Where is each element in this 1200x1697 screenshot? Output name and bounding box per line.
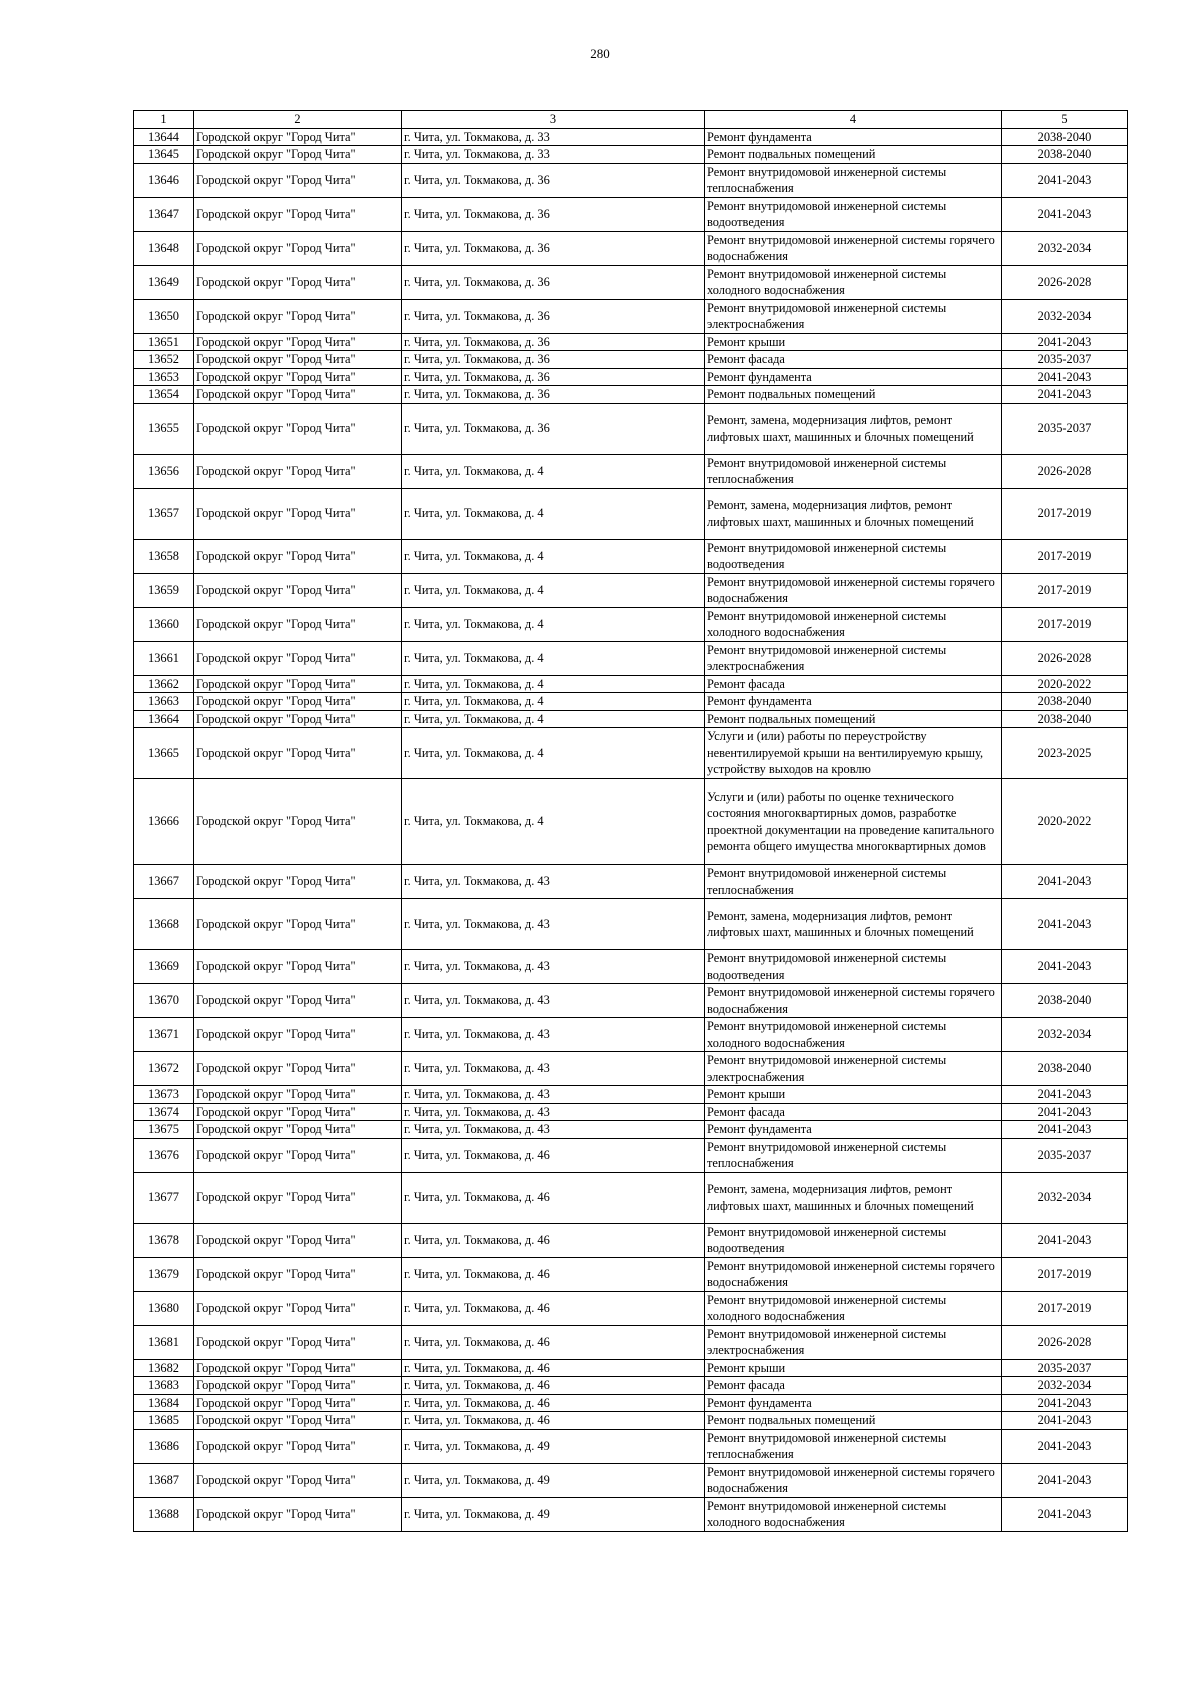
table-row	[134, 299, 1128, 333]
work-type-cell: Ремонт внутридомовой инженерной системы горячего водоснабжения	[705, 573, 1002, 607]
table-row	[134, 1138, 1128, 1172]
work-type-cell: Ремонт внутридомовой инженерной системы холодного водоснабжения	[705, 1018, 1002, 1052]
period-cell: 2032-2034	[1002, 231, 1128, 265]
address-cell: г. Чита, ул. Токмакова, д. 4	[402, 728, 705, 779]
work-type-cell: Ремонт крыши	[705, 333, 1002, 351]
address-cell: г. Чита, ул. Токмакова, д. 46	[402, 1325, 705, 1359]
work-type-cell: Ремонт подвальных помещений	[705, 710, 1002, 728]
table-row	[134, 1223, 1128, 1257]
municipality-cell: Городской округ "Город Чита"	[194, 573, 402, 607]
work-type-cell: Ремонт подвальных помещений	[705, 1412, 1002, 1430]
address-cell: г. Чита, ул. Токмакова, д. 4	[402, 779, 705, 865]
work-type-cell: Ремонт внутридомовой инженерной системы теплоснабжения	[705, 163, 1002, 197]
address-cell: г. Чита, ул. Токмакова, д. 33	[402, 128, 705, 146]
table-row	[134, 333, 1128, 351]
municipality-cell: Городской округ "Город Чита"	[194, 299, 402, 333]
table-row	[134, 1018, 1128, 1052]
table-row	[134, 163, 1128, 197]
row-number-cell: 13686	[134, 1429, 194, 1463]
row-number-cell: 13676	[134, 1138, 194, 1172]
row-number-cell: 13659	[134, 573, 194, 607]
row-number-cell: 13666	[134, 779, 194, 865]
table-row	[134, 1257, 1128, 1291]
work-type-cell: Ремонт подвальных помещений	[705, 146, 1002, 164]
table-row	[134, 368, 1128, 386]
municipality-cell: Городской округ "Город Чита"	[194, 333, 402, 351]
municipality-cell: Городской округ "Город Чита"	[194, 1325, 402, 1359]
table-row	[134, 1412, 1128, 1430]
period-cell: 2041-2043	[1002, 386, 1128, 404]
table-row	[134, 128, 1128, 146]
row-number-cell: 13646	[134, 163, 194, 197]
row-number-cell: 13657	[134, 488, 194, 539]
row-number-cell: 13648	[134, 231, 194, 265]
row-number-cell: 13662	[134, 675, 194, 693]
row-number-cell: 13647	[134, 197, 194, 231]
address-cell: г. Чита, ул. Токмакова, д. 4	[402, 488, 705, 539]
table-row	[134, 1497, 1128, 1531]
work-type-cell: Ремонт внутридомовой инженерной системы электроснабжения	[705, 1052, 1002, 1086]
period-cell: 2041-2043	[1002, 899, 1128, 950]
column-header-5: 5	[1002, 111, 1128, 129]
municipality-cell: Городской округ "Город Чита"	[194, 865, 402, 899]
period-cell: 2026-2028	[1002, 641, 1128, 675]
work-type-cell: Ремонт внутридомовой инженерной системы электроснабжения	[705, 641, 1002, 675]
address-cell: г. Чита, ул. Токмакова, д. 43	[402, 865, 705, 899]
municipality-cell: Городской округ "Город Чита"	[194, 1377, 402, 1395]
address-cell: г. Чита, ул. Токмакова, д. 46	[402, 1377, 705, 1395]
work-type-cell: Ремонт внутридомовой инженерной системы горячего водоснабжения	[705, 1257, 1002, 1291]
period-cell: 2041-2043	[1002, 368, 1128, 386]
period-cell: 2026-2028	[1002, 1325, 1128, 1359]
work-type-cell: Ремонт фундамента	[705, 128, 1002, 146]
period-cell: 2041-2043	[1002, 1121, 1128, 1139]
period-cell: 2020-2022	[1002, 675, 1128, 693]
address-cell: г. Чита, ул. Токмакова, д. 36	[402, 197, 705, 231]
table-row	[134, 1463, 1128, 1497]
table-row	[134, 403, 1128, 454]
work-type-cell: Ремонт внутридомовой инженерной системы теплоснабжения	[705, 865, 1002, 899]
municipality-cell: Городской округ "Город Чита"	[194, 197, 402, 231]
table-row	[134, 1291, 1128, 1325]
row-number-cell: 13678	[134, 1223, 194, 1257]
period-cell: 2041-2043	[1002, 1497, 1128, 1531]
work-type-cell: Ремонт фасада	[705, 351, 1002, 369]
address-cell: г. Чита, ул. Токмакова, д. 46	[402, 1172, 705, 1223]
municipality-cell: Городской округ "Город Чита"	[194, 950, 402, 984]
page-number: 280	[590, 46, 610, 61]
period-cell: 2035-2037	[1002, 403, 1128, 454]
row-number-cell: 13649	[134, 265, 194, 299]
address-cell: г. Чита, ул. Токмакова, д. 36	[402, 265, 705, 299]
period-cell: 2041-2043	[1002, 1086, 1128, 1104]
municipality-cell: Городской округ "Город Чита"	[194, 1121, 402, 1139]
row-number-cell: 13653	[134, 368, 194, 386]
municipality-cell: Городской округ "Город Чита"	[194, 368, 402, 386]
period-cell: 2032-2034	[1002, 299, 1128, 333]
table-row	[134, 488, 1128, 539]
row-number-cell: 13667	[134, 865, 194, 899]
work-type-cell: Ремонт внутридомовой инженерной системы теплоснабжения	[705, 454, 1002, 488]
row-number-cell: 13650	[134, 299, 194, 333]
municipality-cell: Городской округ "Город Чита"	[194, 1497, 402, 1531]
period-cell: 2038-2040	[1002, 128, 1128, 146]
row-number-cell: 13682	[134, 1359, 194, 1377]
table-row	[134, 984, 1128, 1018]
period-cell: 2032-2034	[1002, 1172, 1128, 1223]
address-cell: г. Чита, ул. Токмакова, д. 46	[402, 1257, 705, 1291]
work-type-cell: Ремонт, замена, модернизация лифтов, ремонт лифтовых шахт, машинных и блочных помещений	[705, 1172, 1002, 1223]
row-number-cell: 13679	[134, 1257, 194, 1291]
municipality-cell: Городской округ "Город Чита"	[194, 386, 402, 404]
address-cell: г. Чита, ул. Токмакова, д. 36	[402, 351, 705, 369]
table-row	[134, 641, 1128, 675]
municipality-cell: Городской округ "Город Чита"	[194, 984, 402, 1018]
row-number-cell: 13670	[134, 984, 194, 1018]
table-row	[134, 1103, 1128, 1121]
work-type-cell: Ремонт, замена, модернизация лифтов, ремонт лифтовых шахт, машинных и блочных помещений	[705, 488, 1002, 539]
table-row	[134, 710, 1128, 728]
row-number-cell: 13655	[134, 403, 194, 454]
row-number-cell: 13672	[134, 1052, 194, 1086]
period-cell: 2026-2028	[1002, 454, 1128, 488]
municipality-cell: Городской округ "Город Чита"	[194, 128, 402, 146]
period-cell: 2038-2040	[1002, 710, 1128, 728]
address-cell: г. Чита, ул. Токмакова, д. 43	[402, 1018, 705, 1052]
row-number-cell: 13673	[134, 1086, 194, 1104]
address-cell: г. Чита, ул. Токмакова, д. 36	[402, 299, 705, 333]
table-row	[134, 573, 1128, 607]
row-number-cell: 13664	[134, 710, 194, 728]
period-cell: 2041-2043	[1002, 1394, 1128, 1412]
table-row	[134, 454, 1128, 488]
row-number-cell: 13665	[134, 728, 194, 779]
address-cell: г. Чита, ул. Токмакова, д. 49	[402, 1497, 705, 1531]
work-type-cell: Ремонт фундамента	[705, 368, 1002, 386]
work-type-cell: Ремонт фасада	[705, 1377, 1002, 1395]
table-row	[134, 1052, 1128, 1086]
address-cell: г. Чита, ул. Токмакова, д. 4	[402, 693, 705, 711]
municipality-cell: Городской округ "Город Чита"	[194, 710, 402, 728]
address-cell: г. Чита, ул. Токмакова, д. 43	[402, 984, 705, 1018]
work-type-cell: Ремонт внутридомовой инженерной системы горячего водоснабжения	[705, 231, 1002, 265]
address-cell: г. Чита, ул. Токмакова, д. 43	[402, 1086, 705, 1104]
row-number-cell: 13651	[134, 333, 194, 351]
work-type-cell: Ремонт внутридомовой инженерной системы водоотведения	[705, 539, 1002, 573]
row-number-cell: 13661	[134, 641, 194, 675]
address-cell: г. Чита, ул. Токмакова, д. 49	[402, 1463, 705, 1497]
period-cell: 2041-2043	[1002, 1223, 1128, 1257]
address-cell: г. Чита, ул. Токмакова, д. 33	[402, 146, 705, 164]
period-cell: 2038-2040	[1002, 693, 1128, 711]
municipality-cell: Городской округ "Город Чита"	[194, 1172, 402, 1223]
work-type-cell: Ремонт внутридомовой инженерной системы теплоснабжения	[705, 1138, 1002, 1172]
address-cell: г. Чита, ул. Токмакова, д. 43	[402, 1052, 705, 1086]
period-cell: 2017-2019	[1002, 488, 1128, 539]
municipality-cell: Городской округ "Город Чита"	[194, 351, 402, 369]
municipality-cell: Городской округ "Город Чита"	[194, 1412, 402, 1430]
municipality-cell: Городской округ "Город Чита"	[194, 454, 402, 488]
municipality-cell: Городской округ "Город Чита"	[194, 899, 402, 950]
table-header-row	[134, 111, 1128, 129]
row-number-cell: 13654	[134, 386, 194, 404]
municipality-cell: Городской округ "Город Чита"	[194, 1359, 402, 1377]
municipality-cell: Городской округ "Город Чита"	[194, 1052, 402, 1086]
address-cell: г. Чита, ул. Токмакова, д. 46	[402, 1412, 705, 1430]
table-row	[134, 607, 1128, 641]
period-cell: 2035-2037	[1002, 1359, 1128, 1377]
row-number-cell: 13652	[134, 351, 194, 369]
repair-schedule-table	[133, 110, 1128, 1532]
table-row	[134, 1325, 1128, 1359]
column-header-3: 3	[402, 111, 705, 129]
table-row	[134, 231, 1128, 265]
work-type-cell: Ремонт внутридомовой инженерной системы теплоснабжения	[705, 1429, 1002, 1463]
municipality-cell: Городской округ "Город Чита"	[194, 1394, 402, 1412]
work-type-cell: Ремонт крыши	[705, 1086, 1002, 1104]
period-cell: 2038-2040	[1002, 146, 1128, 164]
table-row	[134, 899, 1128, 950]
table-row	[134, 265, 1128, 299]
work-type-cell: Ремонт крыши	[705, 1359, 1002, 1377]
row-number-cell: 13644	[134, 128, 194, 146]
table-row	[134, 1359, 1128, 1377]
address-cell: г. Чита, ул. Токмакова, д. 36	[402, 333, 705, 351]
address-cell: г. Чита, ул. Токмакова, д. 46	[402, 1138, 705, 1172]
work-type-cell: Услуги и (или) работы по оценке технического состояния многоквартирных домов, разработке проектной документации на проведение капитального ремонта общего имущества многоквартирных домов	[705, 779, 1002, 865]
work-type-cell: Ремонт внутридомовой инженерной системы электроснабжения	[705, 299, 1002, 333]
row-number-cell: 13674	[134, 1103, 194, 1121]
work-type-cell: Ремонт внутридомовой инженерной системы водоотведения	[705, 1223, 1002, 1257]
row-number-cell: 13669	[134, 950, 194, 984]
municipality-cell: Городской округ "Город Чита"	[194, 1257, 402, 1291]
work-type-cell: Ремонт фундамента	[705, 1394, 1002, 1412]
municipality-cell: Городской округ "Город Чита"	[194, 1018, 402, 1052]
address-cell: г. Чита, ул. Токмакова, д. 46	[402, 1223, 705, 1257]
work-type-cell: Ремонт фасада	[705, 1103, 1002, 1121]
municipality-cell: Городской округ "Город Чита"	[194, 146, 402, 164]
column-header-4: 4	[705, 111, 1002, 129]
table-row	[134, 146, 1128, 164]
period-cell: 2041-2043	[1002, 1412, 1128, 1430]
period-cell: 2041-2043	[1002, 865, 1128, 899]
address-cell: г. Чита, ул. Токмакова, д. 49	[402, 1429, 705, 1463]
address-cell: г. Чита, ул. Токмакова, д. 36	[402, 403, 705, 454]
period-cell: 2038-2040	[1002, 1052, 1128, 1086]
work-type-cell: Ремонт внутридомовой инженерной системы холодного водоснабжения	[705, 1497, 1002, 1531]
municipality-cell: Городской округ "Город Чита"	[194, 1463, 402, 1497]
address-cell: г. Чита, ул. Токмакова, д. 43	[402, 899, 705, 950]
work-type-cell: Ремонт фасада	[705, 675, 1002, 693]
period-cell: 2035-2037	[1002, 1138, 1128, 1172]
row-number-cell: 13685	[134, 1412, 194, 1430]
address-cell: г. Чита, ул. Токмакова, д. 4	[402, 607, 705, 641]
work-type-cell: Ремонт подвальных помещений	[705, 386, 1002, 404]
table-row	[134, 1121, 1128, 1139]
column-header-1: 1	[134, 111, 194, 129]
municipality-cell: Городской округ "Город Чита"	[194, 641, 402, 675]
municipality-cell: Городской округ "Город Чита"	[194, 1291, 402, 1325]
address-cell: г. Чита, ул. Токмакова, д. 43	[402, 1103, 705, 1121]
address-cell: г. Чита, ул. Токмакова, д. 36	[402, 368, 705, 386]
address-cell: г. Чита, ул. Токмакова, д. 46	[402, 1394, 705, 1412]
table-row	[134, 675, 1128, 693]
table-row	[134, 1429, 1128, 1463]
table-row	[134, 1086, 1128, 1104]
table-row	[134, 728, 1128, 779]
table-row	[134, 950, 1128, 984]
table-row	[134, 1172, 1128, 1223]
municipality-cell: Городской округ "Город Чита"	[194, 231, 402, 265]
municipality-cell: Городской округ "Город Чита"	[194, 163, 402, 197]
table-row	[134, 1394, 1128, 1412]
row-number-cell: 13645	[134, 146, 194, 164]
address-cell: г. Чита, ул. Токмакова, д. 4	[402, 710, 705, 728]
period-cell: 2017-2019	[1002, 607, 1128, 641]
row-number-cell: 13681	[134, 1325, 194, 1359]
table-row	[134, 865, 1128, 899]
row-number-cell: 13684	[134, 1394, 194, 1412]
address-cell: г. Чита, ул. Токмакова, д. 4	[402, 539, 705, 573]
work-type-cell: Ремонт внутридомовой инженерной системы холодного водоснабжения	[705, 1291, 1002, 1325]
table-row	[134, 779, 1128, 865]
table-body	[134, 128, 1128, 1531]
period-cell: 2017-2019	[1002, 573, 1128, 607]
row-number-cell: 13677	[134, 1172, 194, 1223]
period-cell: 2032-2034	[1002, 1018, 1128, 1052]
period-cell: 2017-2019	[1002, 1257, 1128, 1291]
row-number-cell: 13671	[134, 1018, 194, 1052]
municipality-cell: Городской округ "Город Чита"	[194, 403, 402, 454]
municipality-cell: Городской округ "Город Чита"	[194, 728, 402, 779]
period-cell: 2035-2037	[1002, 351, 1128, 369]
work-type-cell: Ремонт внутридомовой инженерной системы холодного водоснабжения	[705, 607, 1002, 641]
municipality-cell: Городской округ "Город Чита"	[194, 779, 402, 865]
period-cell: 2041-2043	[1002, 1103, 1128, 1121]
row-number-cell: 13660	[134, 607, 194, 641]
work-type-cell: Ремонт внутридомовой инженерной системы горячего водоснабжения	[705, 984, 1002, 1018]
period-cell: 2020-2022	[1002, 779, 1128, 865]
period-cell: 2041-2043	[1002, 950, 1128, 984]
address-cell: г. Чита, ул. Токмакова, д. 4	[402, 573, 705, 607]
work-type-cell: Ремонт фундамента	[705, 1121, 1002, 1139]
work-type-cell: Ремонт внутридомовой инженерной системы электроснабжения	[705, 1325, 1002, 1359]
work-type-cell: Ремонт внутридомовой инженерной системы холодного водоснабжения	[705, 265, 1002, 299]
table-row	[134, 1377, 1128, 1395]
row-number-cell: 13663	[134, 693, 194, 711]
row-number-cell: 13683	[134, 1377, 194, 1395]
work-type-cell: Услуги и (или) работы по переустройству невентилируемой крыши на вентилируемую крышу, устройству выходов на кровлю	[705, 728, 1002, 779]
work-type-cell: Ремонт, замена, модернизация лифтов, ремонт лифтовых шахт, машинных и блочных помещений	[705, 403, 1002, 454]
row-number-cell: 13688	[134, 1497, 194, 1531]
row-number-cell: 13658	[134, 539, 194, 573]
municipality-cell: Городской округ "Город Чита"	[194, 693, 402, 711]
address-cell: г. Чита, ул. Токмакова, д. 43	[402, 1121, 705, 1139]
period-cell: 2017-2019	[1002, 1291, 1128, 1325]
municipality-cell: Городской округ "Город Чита"	[194, 1138, 402, 1172]
address-cell: г. Чита, ул. Токмакова, д. 36	[402, 386, 705, 404]
municipality-cell: Городской округ "Город Чита"	[194, 265, 402, 299]
municipality-cell: Городской округ "Город Чита"	[194, 607, 402, 641]
municipality-cell: Городской округ "Город Чита"	[194, 488, 402, 539]
table-row	[134, 351, 1128, 369]
row-number-cell: 13680	[134, 1291, 194, 1325]
row-number-cell: 13656	[134, 454, 194, 488]
municipality-cell: Городской округ "Город Чита"	[194, 1103, 402, 1121]
period-cell: 2017-2019	[1002, 539, 1128, 573]
municipality-cell: Городской округ "Город Чита"	[194, 1429, 402, 1463]
work-type-cell: Ремонт, замена, модернизация лифтов, ремонт лифтовых шахт, машинных и блочных помещений	[705, 899, 1002, 950]
period-cell: 2041-2043	[1002, 1429, 1128, 1463]
row-number-cell: 13687	[134, 1463, 194, 1497]
period-cell: 2041-2043	[1002, 333, 1128, 351]
period-cell: 2041-2043	[1002, 163, 1128, 197]
work-type-cell: Ремонт фундамента	[705, 693, 1002, 711]
period-cell: 2032-2034	[1002, 1377, 1128, 1395]
address-cell: г. Чита, ул. Токмакова, д. 46	[402, 1359, 705, 1377]
row-number-cell: 13668	[134, 899, 194, 950]
municipality-cell: Городской округ "Город Чита"	[194, 1086, 402, 1104]
period-cell: 2041-2043	[1002, 1463, 1128, 1497]
municipality-cell: Городской округ "Город Чита"	[194, 1223, 402, 1257]
address-cell: г. Чита, ул. Токмакова, д. 36	[402, 231, 705, 265]
period-cell: 2026-2028	[1002, 265, 1128, 299]
address-cell: г. Чита, ул. Токмакова, д. 36	[402, 163, 705, 197]
address-cell: г. Чита, ул. Токмакова, д. 4	[402, 675, 705, 693]
address-cell: г. Чита, ул. Токмакова, д. 4	[402, 641, 705, 675]
municipality-cell: Городской округ "Город Чита"	[194, 539, 402, 573]
address-cell: г. Чита, ул. Токмакова, д. 46	[402, 1291, 705, 1325]
work-type-cell: Ремонт внутридомовой инженерной системы водоотведения	[705, 197, 1002, 231]
period-cell: 2023-2025	[1002, 728, 1128, 779]
work-type-cell: Ремонт внутридомовой инженерной системы водоотведения	[705, 950, 1002, 984]
row-number-cell: 13675	[134, 1121, 194, 1139]
period-cell: 2038-2040	[1002, 984, 1128, 1018]
work-type-cell: Ремонт внутридомовой инженерной системы горячего водоснабжения	[705, 1463, 1002, 1497]
address-cell: г. Чита, ул. Токмакова, д. 43	[402, 950, 705, 984]
address-cell: г. Чита, ул. Токмакова, д. 4	[402, 454, 705, 488]
column-header-2: 2	[194, 111, 402, 129]
table-row	[134, 693, 1128, 711]
period-cell: 2041-2043	[1002, 197, 1128, 231]
table-row	[134, 539, 1128, 573]
table-row	[134, 386, 1128, 404]
table-row	[134, 197, 1128, 231]
municipality-cell: Городской округ "Город Чита"	[194, 675, 402, 693]
